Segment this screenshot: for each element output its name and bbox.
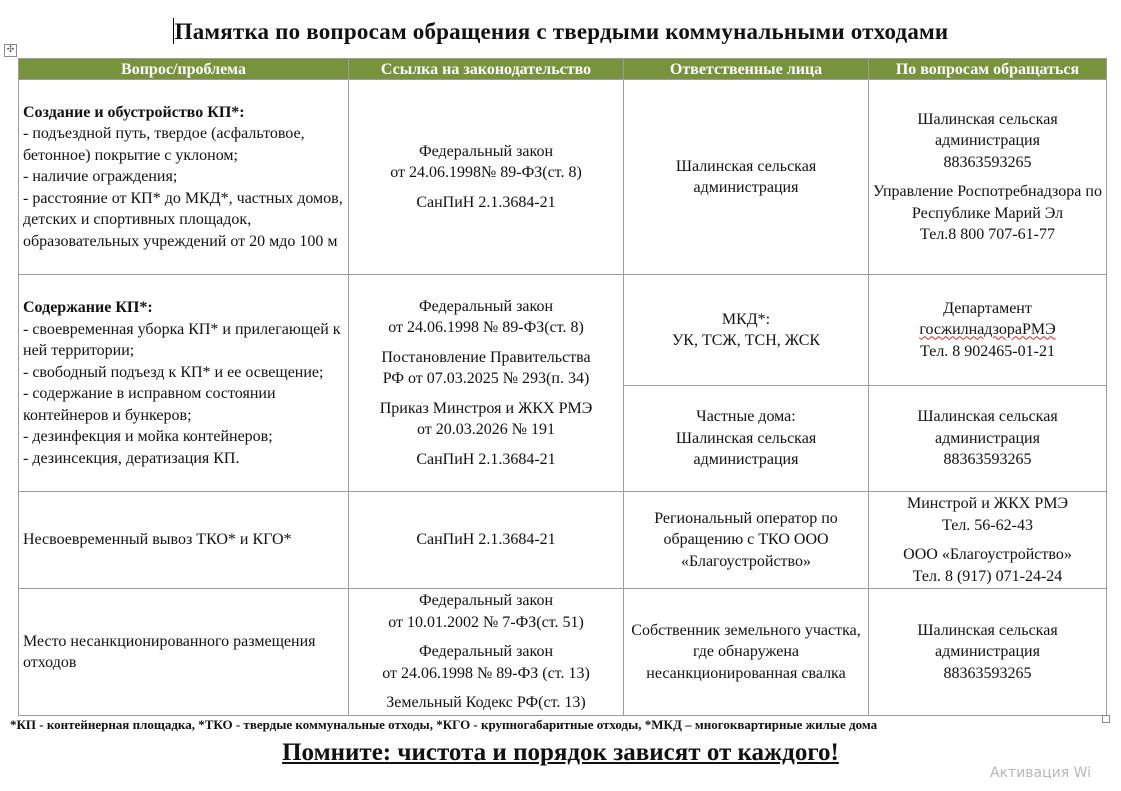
row1-question-cell <box>19 80 349 275</box>
row1-responsible-cell <box>624 80 869 275</box>
table-row <box>19 80 1107 275</box>
row3-law-cell <box>349 492 624 589</box>
row4-contact-phone: 88363593265 <box>943 664 1032 682</box>
row1-contact-org: Шалинская сельская администрация <box>917 110 1058 149</box>
row2-responsible-mkd: УК, ТСЖ, ТСН, ЖСК <box>671 332 821 349</box>
row4-law-line: Федеральный закон <box>418 643 554 661</box>
row2-question-item: - дезинсекция, дератизация КП. <box>23 449 240 467</box>
table-row <box>19 589 1107 716</box>
header-contacts: По вопросам обращаться <box>869 59 1107 80</box>
footnote: *КП - контейнерная площадка, *ТКО - твердые коммунальные отходы, *КГО - крупногабаритные отходы, *МКД – многоквартирные жилые дома <box>10 717 878 732</box>
row4-law-line: Федеральный закон <box>418 592 554 610</box>
row1-law-line: от 24.06.1998№ 89-ФЗ(ст. 8) <box>390 164 582 182</box>
header-law: Ссылка на законодательство <box>349 59 624 80</box>
row1-question-title: Создание и обустройство КП*: <box>23 103 245 121</box>
row2-law-line: СанПиН 2.1.3684-21 <box>416 450 556 468</box>
header-responsible: Ответственные лица <box>624 59 869 80</box>
row4-law-line: от 24.06.1998 № 89-ФЗ (ст. 13) <box>382 664 590 682</box>
memo-table <box>18 58 1107 716</box>
row4-question-cell <box>19 589 349 716</box>
table-header-row <box>19 59 1107 80</box>
row2-responsible-private-title: Частные дома: <box>696 408 796 426</box>
row2-contact-private-phone: 88363593265 <box>943 451 1032 469</box>
row2-contact-private-org: Шалинская сельская администрация <box>917 408 1058 447</box>
table-row <box>19 275 1107 386</box>
row2-law-line: Приказ Минстроя и ЖКХ РМЭ <box>379 399 593 417</box>
row1-contacts-cell <box>869 80 1107 275</box>
row1-question-item: - расстояние от КП* до МКД*, частных домов, детских и спортивных площадок, образовательных учреждений от 20 мдо 100 м <box>23 189 343 250</box>
row1-law-cell <box>349 80 624 275</box>
row3-contact-phone: Тел. 56-62-43 <box>942 516 1033 534</box>
row4-law-cell <box>349 589 624 716</box>
row2-contact-private-cell <box>869 386 1107 492</box>
row3-question: Несвоевременный вывоз ТКО* и КГО* <box>23 531 292 549</box>
row1-question-item: - наличие ограждения; <box>23 168 178 186</box>
row4-responsible: Собственник земельного участка, где обнаружена несанкционированная свалка <box>631 621 861 682</box>
row4-law-line: Земельный Кодекс РФ(ст. 13) <box>386 694 586 712</box>
row1-responsible: Шалинская сельская администрация <box>675 157 817 196</box>
row2-question-title: Содержание КП*: <box>23 299 153 316</box>
row3-contact-phone: Тел. 8 (917) 071-24-24 <box>912 567 1063 585</box>
row4-responsible-cell <box>624 589 869 716</box>
row2-law-line: РФ от 07.03.2025 № 293(п. 34) <box>382 370 590 388</box>
row2-responsible-mkd-title: МКД*: <box>721 310 771 328</box>
row1-contact-org: Управление Роспотребнадзора по Республике Марий Эл <box>873 183 1102 222</box>
row2-question-item: - свободный подъезд к КП* и ее освещение; <box>23 363 324 381</box>
row1-law-line: СанПиН 2.1.3684-21 <box>416 193 556 211</box>
row1-contact-phone: Тел.8 800 707-61-77 <box>920 226 1055 243</box>
row4-law-line: от 10.01.2002 № 7-ФЗ(ст. 51) <box>388 613 584 631</box>
row2-responsible-private-cell <box>624 386 869 492</box>
table-move-handle-icon[interactable]: ✣ <box>4 44 17 57</box>
row2-contact-mkd-org-spellcheck: госжилнадзораРМЭ <box>919 321 1056 339</box>
row2-law-line: Постановление Правительства <box>381 348 591 366</box>
header-question: Вопрос/проблема <box>19 59 349 80</box>
row2-law-cell <box>349 275 624 492</box>
row3-contact-org: ООО «Благоустройство» <box>903 546 1072 563</box>
row1-contact-phone: 88363593265 <box>943 153 1032 171</box>
row2-question-item: - дезинфекция и мойка контейнеров; <box>23 428 273 445</box>
row3-question-cell <box>19 492 349 589</box>
row4-contact-cell <box>869 589 1107 716</box>
row3-law-line: СанПиН 2.1.3684-21 <box>416 531 556 549</box>
row2-law-line: от 20.03.2026 № 191 <box>416 421 556 439</box>
row1-law-line: Федеральный закон <box>418 142 554 160</box>
row2-question-item: - содержание в исправном состоянии контейнеров и бункеров; <box>23 385 276 424</box>
row3-responsible-cell <box>624 492 869 589</box>
row3-contacts-cell <box>869 492 1107 589</box>
motto: Помните: чистота и порядок зависят от каждого! <box>282 739 839 766</box>
row2-question-cell <box>19 275 349 492</box>
document-title <box>0 17 1121 47</box>
text-cursor <box>173 18 174 44</box>
row4-question: Место несанкционированного размещения отходов <box>23 632 316 671</box>
row2-contact-mkd-phone: Тел. 8 902465-01-21 <box>920 342 1055 360</box>
row2-responsible-private: Шалинская сельская администрация <box>675 429 817 469</box>
row4-contact-org: Шалинская сельская администрация <box>917 621 1058 661</box>
document-title-text: Памятка по вопросам обращения с твердыми коммунальными отходами <box>174 19 949 44</box>
row2-responsible-mkd-cell <box>624 275 869 386</box>
row3-contact-org: Минстрой и ЖКХ РМЭ <box>906 495 1068 512</box>
row2-contact-mkd-org: Департамент <box>943 299 1032 317</box>
activation-watermark: Активация Wi <box>990 765 1092 781</box>
row2-question-item: - своевременная уборка КП* и прилегающей к ней территории; <box>23 320 341 359</box>
row2-contact-mkd-cell <box>869 275 1107 386</box>
table-row <box>19 492 1107 589</box>
row2-law-line: Федеральный закон <box>418 297 554 315</box>
row3-responsible: Региональный оператор по обращению с ТКО ООО «Благоустройство» <box>654 509 838 570</box>
row1-question-item: - подъездной путь, твердое (асфальтовое, бетонное) покрытие с уклоном; <box>23 125 305 164</box>
row2-law-line: от 24.06.1998 № 89-ФЗ(ст. 8) <box>388 319 584 337</box>
